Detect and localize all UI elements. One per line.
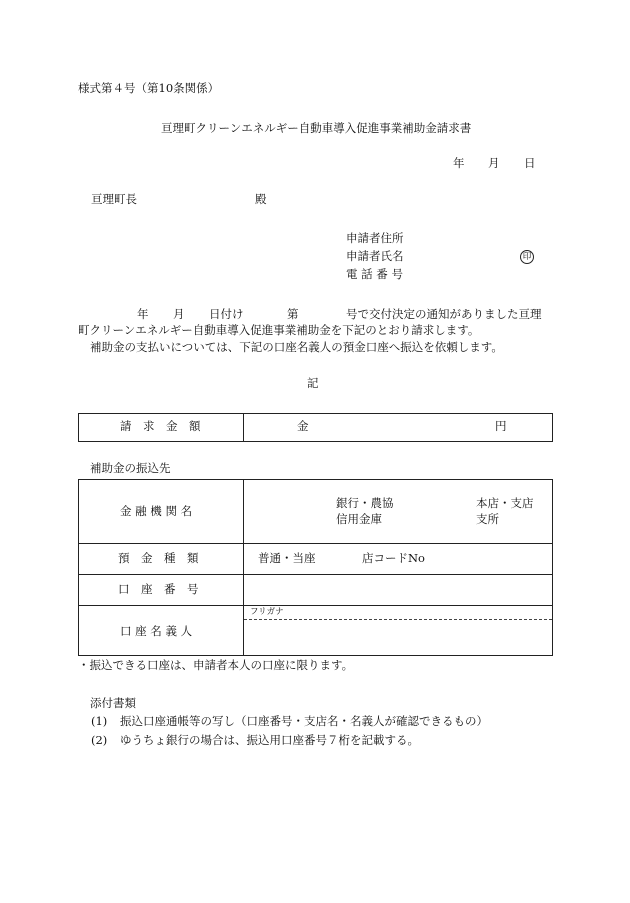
- bank-types-line1: 銀行・農協: [336, 496, 394, 510]
- attachment-item-text: ゆうちょ銀行の場合は、振込用口座番号７桁を記載する。: [120, 733, 419, 747]
- account-note: ・振込できる口座は、申請者本人の口座に限ります。: [78, 658, 354, 672]
- applicant-address-label: 申請者住所: [346, 231, 404, 245]
- date-year-label: 年: [453, 156, 465, 170]
- transfer-row-separator: [78, 574, 553, 575]
- body-month: 月: [173, 307, 185, 321]
- form-number: 様式第４号（第10条関係）: [78, 81, 220, 95]
- transfer-heading: 補助金の振込先: [90, 461, 171, 475]
- request-amount-kin: 金: [297, 419, 309, 433]
- date-month-label: 月: [488, 156, 500, 170]
- transfer-row-separator: [78, 605, 553, 606]
- body-line3: 補助金の支払いについては、下記の口座名義人の預金口座へ振込を依頼します。: [90, 340, 503, 354]
- recipient-honorific: 殿: [255, 192, 267, 206]
- body-line2: 町クリーンエネルギー自動車導入促進事業補助金を下記のとおり請求します。: [78, 323, 480, 337]
- branch-types-line1: 本店・支店: [476, 496, 534, 510]
- attachment-item-number: (2): [91, 733, 108, 747]
- transfer-table-divider: [243, 479, 244, 656]
- transfer-row-separator: [78, 543, 553, 544]
- branch-types-line2: 支所: [476, 512, 499, 526]
- body-day-suffix: 日付け: [209, 307, 244, 321]
- request-amount-yen: 円: [495, 419, 507, 433]
- deposit-type-label: 預 金 種 類: [118, 551, 199, 565]
- attachment-item-number: (1): [91, 714, 108, 728]
- attachment-item-text: 振込口座通帳等の写し（口座番号・支店名・名義人が確認できるもの）: [120, 714, 488, 728]
- account-number-label: 口 座 番 号: [118, 582, 199, 596]
- body-line1-rest: 号で交付決定の通知がありました亘理: [346, 307, 542, 321]
- applicant-phone-label: 電 話 番 号: [346, 267, 403, 281]
- attachments-heading: 添付書類: [90, 696, 136, 710]
- account-holder-label: 口 座 名 義 人: [120, 624, 193, 638]
- ki-label: 記: [307, 376, 319, 390]
- deposit-type-value: 普通・当座: [258, 551, 316, 565]
- body-year: 年: [137, 307, 149, 321]
- bank-types-line2: 信用金庫: [336, 512, 382, 526]
- furigana-label: フリガナ: [250, 607, 284, 617]
- furigana-dashed-line: [244, 619, 552, 620]
- request-amount-divider: [243, 413, 244, 442]
- applicant-name-label: 申請者氏名: [346, 249, 404, 263]
- request-amount-label: 請 求 金 額: [120, 419, 201, 433]
- date-day-label: 日: [524, 156, 536, 170]
- body-dai: 第: [287, 307, 299, 321]
- bank-name-label: 金 融 機 関 名: [120, 504, 193, 518]
- document-title: 亘理町クリーンエネルギー自動車導入促進事業補助金請求書: [161, 121, 472, 135]
- seal-mark: 印: [520, 250, 534, 264]
- recipient-name: 亘理町長: [91, 192, 137, 206]
- store-code-label: 店コードNo: [362, 551, 425, 565]
